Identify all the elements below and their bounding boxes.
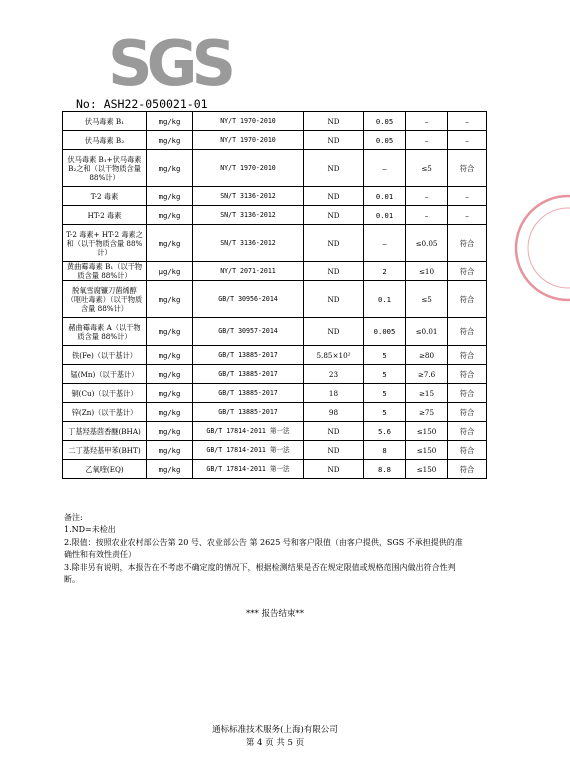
cell-unit: μg/kg	[147, 262, 193, 281]
cell-conclusion: –	[448, 131, 487, 150]
cell-item: T-2 毒素+ HT-2 毒素之和（以干物质含量 88%计）	[63, 225, 147, 262]
cell-unit: mg/kg	[147, 403, 193, 422]
cell-conclusion: 符合	[448, 281, 487, 318]
table-row	[63, 225, 487, 262]
cell-result: ND	[304, 225, 364, 262]
cell-unit: mg/kg	[147, 150, 193, 187]
cell-limit: –	[406, 187, 448, 206]
cell-limit: ≤5	[406, 281, 448, 318]
cell-conclusion: 符合	[448, 441, 487, 460]
cell-result: ND	[304, 460, 364, 479]
cell-mdl: –	[364, 150, 406, 187]
table-row	[63, 150, 487, 187]
footer	[0, 724, 550, 750]
results-table	[62, 111, 487, 479]
cell-result: ND	[304, 281, 364, 318]
cell-method: GB/T 13885-2017	[193, 403, 304, 422]
cell-unit: mg/kg	[147, 187, 193, 206]
cell-result: ND	[304, 422, 364, 441]
cell-limit: –	[406, 206, 448, 225]
cell-limit: –	[406, 112, 448, 131]
cell-result: ND	[304, 262, 364, 281]
cell-conclusion: 符合	[448, 346, 487, 365]
cell-conclusion: 符合	[448, 150, 487, 187]
cell-unit: mg/kg	[147, 281, 193, 318]
cell-limit: ≥75	[406, 403, 448, 422]
table-row	[63, 187, 487, 206]
cell-unit: mg/kg	[147, 206, 193, 225]
cell-mdl: 2	[364, 262, 406, 281]
cell-conclusion: –	[448, 206, 487, 225]
footer-company: 通标标准技术服务(上海)有限公司	[212, 725, 338, 735]
cell-limit: ≤150	[406, 422, 448, 441]
cell-unit: mg/kg	[147, 460, 193, 479]
note-1: 1.ND=未检出	[64, 525, 116, 535]
table-row	[63, 318, 487, 346]
cell-unit: mg/kg	[147, 422, 193, 441]
cell-conclusion: 符合	[448, 460, 487, 479]
cell-conclusion: 符合	[448, 225, 487, 262]
table-row	[63, 460, 487, 479]
cell-result: ND	[304, 131, 364, 150]
cell-result: ND	[304, 318, 364, 346]
cell-method: NY/T 2071-2011	[193, 262, 304, 281]
table-row	[63, 112, 487, 131]
cell-limit: –	[406, 131, 448, 150]
cell-method: NY/T 1970-2010	[193, 150, 304, 187]
cell-item: 伏马毒素 B₂	[63, 131, 147, 150]
cell-method: GB/T 17814-2011 第一法	[193, 422, 304, 441]
cell-result: ND	[304, 441, 364, 460]
cell-item: 铜(Cu)（以干基计）	[63, 384, 147, 403]
cell-item: 黄曲霉毒素 B₁（以干物质含量 88%计）	[63, 262, 147, 281]
cell-result: ND	[304, 187, 364, 206]
cell-conclusion: 符合	[448, 422, 487, 441]
cell-mdl: 8.8	[364, 460, 406, 479]
cell-unit: mg/kg	[147, 346, 193, 365]
footer-page: 第 4 页 共 5 页	[245, 737, 305, 748]
cell-mdl: 5	[364, 403, 406, 422]
table-row	[63, 384, 487, 403]
cell-limit: ≤150	[406, 460, 448, 479]
cell-limit: ≤5	[406, 150, 448, 187]
cell-conclusion: 符合	[448, 318, 487, 346]
cell-result: ND	[304, 206, 364, 225]
table-row	[63, 281, 487, 318]
table-row	[63, 206, 487, 225]
cell-method: NY/T 1970-2010	[193, 112, 304, 131]
cell-unit: mg/kg	[147, 225, 193, 262]
cell-method: SN/T 3136-2012	[193, 225, 304, 262]
cell-item: 锌(Zn)（以干基计）	[63, 403, 147, 422]
note-3: 3.除非另有说明，本报告在不考虑不确定度的情况下，根据检测结果是否在规定限值或规格范围内做出符合性判断。	[64, 562, 456, 584]
cell-conclusion: –	[448, 112, 487, 131]
cell-conclusion: 符合	[448, 384, 487, 403]
cell-unit: mg/kg	[147, 112, 193, 131]
cell-limit: ≤0.01	[406, 318, 448, 346]
company-seal-icon	[510, 190, 570, 310]
cell-mdl: 0.01	[364, 187, 406, 206]
cell-unit: mg/kg	[147, 365, 193, 384]
cell-item: T-2 毒素	[63, 187, 147, 206]
cell-mdl: 0.05	[364, 112, 406, 131]
cell-result: ND	[304, 112, 364, 131]
cell-limit: ≥80	[406, 346, 448, 365]
cell-result: 23	[304, 365, 364, 384]
cell-method: GB/T 13885-2017	[193, 384, 304, 403]
cell-method: GB/T 30957-2014	[193, 318, 304, 346]
report-number: No: ASH22-050021-01	[76, 97, 208, 111]
table-row	[63, 131, 487, 150]
notes	[64, 512, 464, 586]
cell-mdl: 5	[364, 346, 406, 365]
table-row	[63, 441, 487, 460]
cell-result: 5.85×10²	[304, 346, 364, 365]
table-row	[63, 346, 487, 365]
cell-unit: mg/kg	[147, 441, 193, 460]
cell-method: SN/T 3136-2012	[193, 187, 304, 206]
cell-mdl: 0.01	[364, 206, 406, 225]
cell-unit: mg/kg	[147, 318, 193, 346]
cell-conclusion: 符合	[448, 403, 487, 422]
note-2: 2.限值：按照农业农村部公告第 20 号、农业部公告 第 2625 号和客户限值（由客户提供，SGS 不承担提供的准确性和有效性责任）	[64, 537, 463, 560]
cell-mdl: 0.005	[364, 318, 406, 346]
cell-method: GB/T 13885-2017	[193, 346, 304, 365]
cell-mdl: 5.6	[364, 422, 406, 441]
table-row	[63, 365, 487, 384]
cell-item: 丁基羟基茴香醚(BHA)	[63, 422, 147, 441]
cell-method: GB/T 30956-2014	[193, 281, 304, 318]
end-of-report: *** 报告结束**	[246, 609, 304, 619]
table-row	[63, 403, 487, 422]
cell-method: GB/T 17814-2011 第一法	[193, 460, 304, 479]
cell-item: 伏马毒素 B₁	[63, 112, 147, 131]
cell-method: GB/T 13885-2017	[193, 365, 304, 384]
cell-limit: ≤0.05	[406, 225, 448, 262]
cell-item: 二丁基羟基甲苯(BHT)	[63, 441, 147, 460]
svg-text:SGS: SGS	[108, 27, 231, 100]
cell-mdl: 0.1	[364, 281, 406, 318]
cell-item: 伏马毒素 B₁+伏马毒素 B₂之和（以干物质含量 88%计）	[63, 150, 147, 187]
cell-limit: ≥15	[406, 384, 448, 403]
cell-mdl: 0.05	[364, 131, 406, 150]
cell-item: 赭曲霉毒素 A（以干物质含量 88%计）	[63, 318, 147, 346]
table-row	[63, 262, 487, 281]
notes-title: 备注:	[64, 513, 83, 522]
cell-mdl: 5	[364, 384, 406, 403]
cell-item: 脱氧雪腐镰刀菌烯醇（呕吐毒素）（以干物质含量 88%计）	[63, 281, 147, 318]
cell-limit: ≤10	[406, 262, 448, 281]
table-row	[63, 422, 487, 441]
cell-item: 乙氧喹(EQ)	[63, 460, 147, 479]
cell-item: HT-2 毒素	[63, 206, 147, 225]
cell-result: ND	[304, 150, 364, 187]
cell-mdl: –	[364, 225, 406, 262]
cell-limit: ≤150	[406, 441, 448, 460]
cell-method: SN/T 3136-2012	[193, 206, 304, 225]
cell-result: 18	[304, 384, 364, 403]
cell-method: GB/T 17814-2011 第一法	[193, 441, 304, 460]
cell-mdl: 5	[364, 365, 406, 384]
cell-result: 98	[304, 403, 364, 422]
cell-conclusion: –	[448, 187, 487, 206]
cell-limit: ≥7.6	[406, 365, 448, 384]
cell-item: 锰(Mn)（以干基计）	[63, 365, 147, 384]
cell-item: 铁(Fe)（以干基计）	[63, 346, 147, 365]
sgs-logo	[108, 27, 231, 100]
cell-conclusion: 符合	[448, 365, 487, 384]
cell-mdl: 8	[364, 441, 406, 460]
cell-method: NY/T 1970-2010	[193, 131, 304, 150]
cell-unit: mg/kg	[147, 131, 193, 150]
cell-conclusion: 符合	[448, 262, 487, 281]
cell-unit: mg/kg	[147, 384, 193, 403]
